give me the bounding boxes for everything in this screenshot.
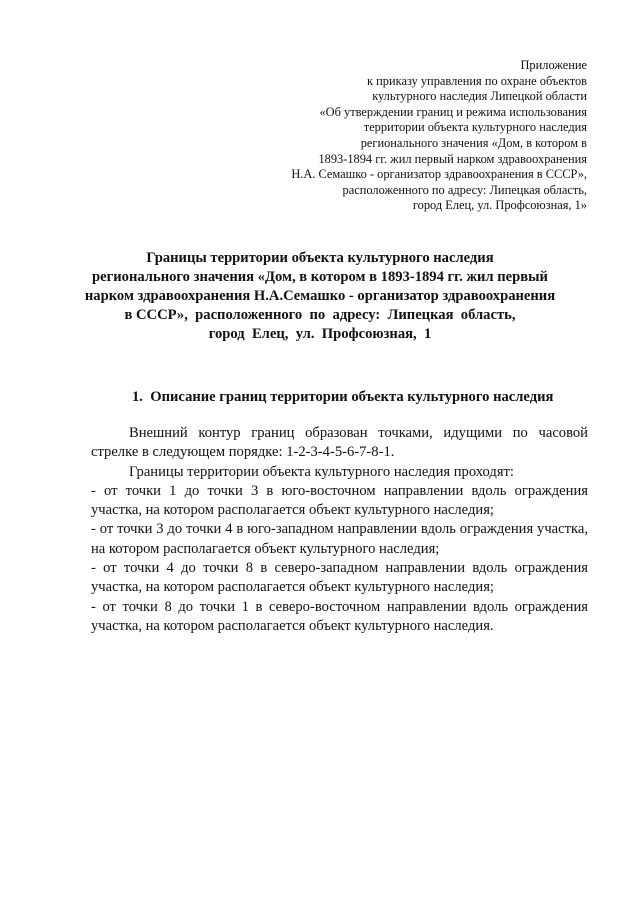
boundary-item: - от точки 4 до точки 8 в северо-западном направлении вдоль ограждения участка, на котором располагается объект культурного наследия;	[91, 560, 588, 596]
appendix-line: 1893-1894 гг. жил первый нарком здравоохранения	[318, 151, 587, 166]
appendix-line: к приказу управления по охране объектов	[367, 73, 587, 88]
appendix-line: регионального значения «Дом, в котором в	[360, 135, 587, 150]
appendix-line: территории объекта культурного наследия	[363, 120, 587, 135]
section-heading: 1. Описание границ территории объекта культурного наследия	[132, 389, 554, 405]
title-line: город Елец, ул. Профсоюзная, 1	[208, 326, 432, 342]
appendix-line: город Елец, ул. Профсоюзная, 1»	[412, 198, 587, 213]
title-line: регионального значения «Дом, в котором в 1893-1894 гг. жил первый	[92, 269, 548, 285]
boundary-item: - от точки 3 до точки 4 в юго-западном направлении вдоль ограждения участка, на котором располагается объект культурного наследия;	[91, 521, 588, 557]
appendix-line: культурного наследия Липецкой области	[372, 89, 587, 104]
boundary-item: - от точки 8 до точки 1 в северо-восточном направлении вдоль ограждения участка, на котором располагается объект культурного наследия.	[91, 598, 588, 634]
appendix-header	[187, 58, 587, 214]
intro-paragraph: Внешний контур границ образован точками, идущими по часовой стрелке в следующем порядке: 1-2-3-4-5-6-7-8-1.	[91, 425, 588, 461]
boundary-item: - от точки 1 до точки 3 в юго-восточном направлении вдоль ограждения участка, на котором располагается объект культурного наследия;	[91, 482, 588, 519]
appendix-line: Н.А. Семашко - организатор здравоохранения в СССР»,	[291, 167, 587, 182]
title-line: нарком здравоохранения Н.А.Семашко - организатор здравоохранения	[84, 288, 556, 304]
appendix-line: расположенного по адресу: Липецкая область,	[342, 182, 587, 197]
title-line: в СССР», расположенного по адресу: Липецкая область,	[124, 307, 516, 323]
section-body	[91, 424, 588, 636]
document-title	[60, 249, 580, 344]
title-line: Границы территории объекта культурного наследия	[146, 250, 494, 266]
appendix-line: Приложение	[520, 58, 587, 72]
lead-paragraph: Границы территории объекта культурного наследия проходят:	[129, 463, 514, 480]
appendix-line: «Об утверждении границ и режима использования	[319, 104, 587, 119]
